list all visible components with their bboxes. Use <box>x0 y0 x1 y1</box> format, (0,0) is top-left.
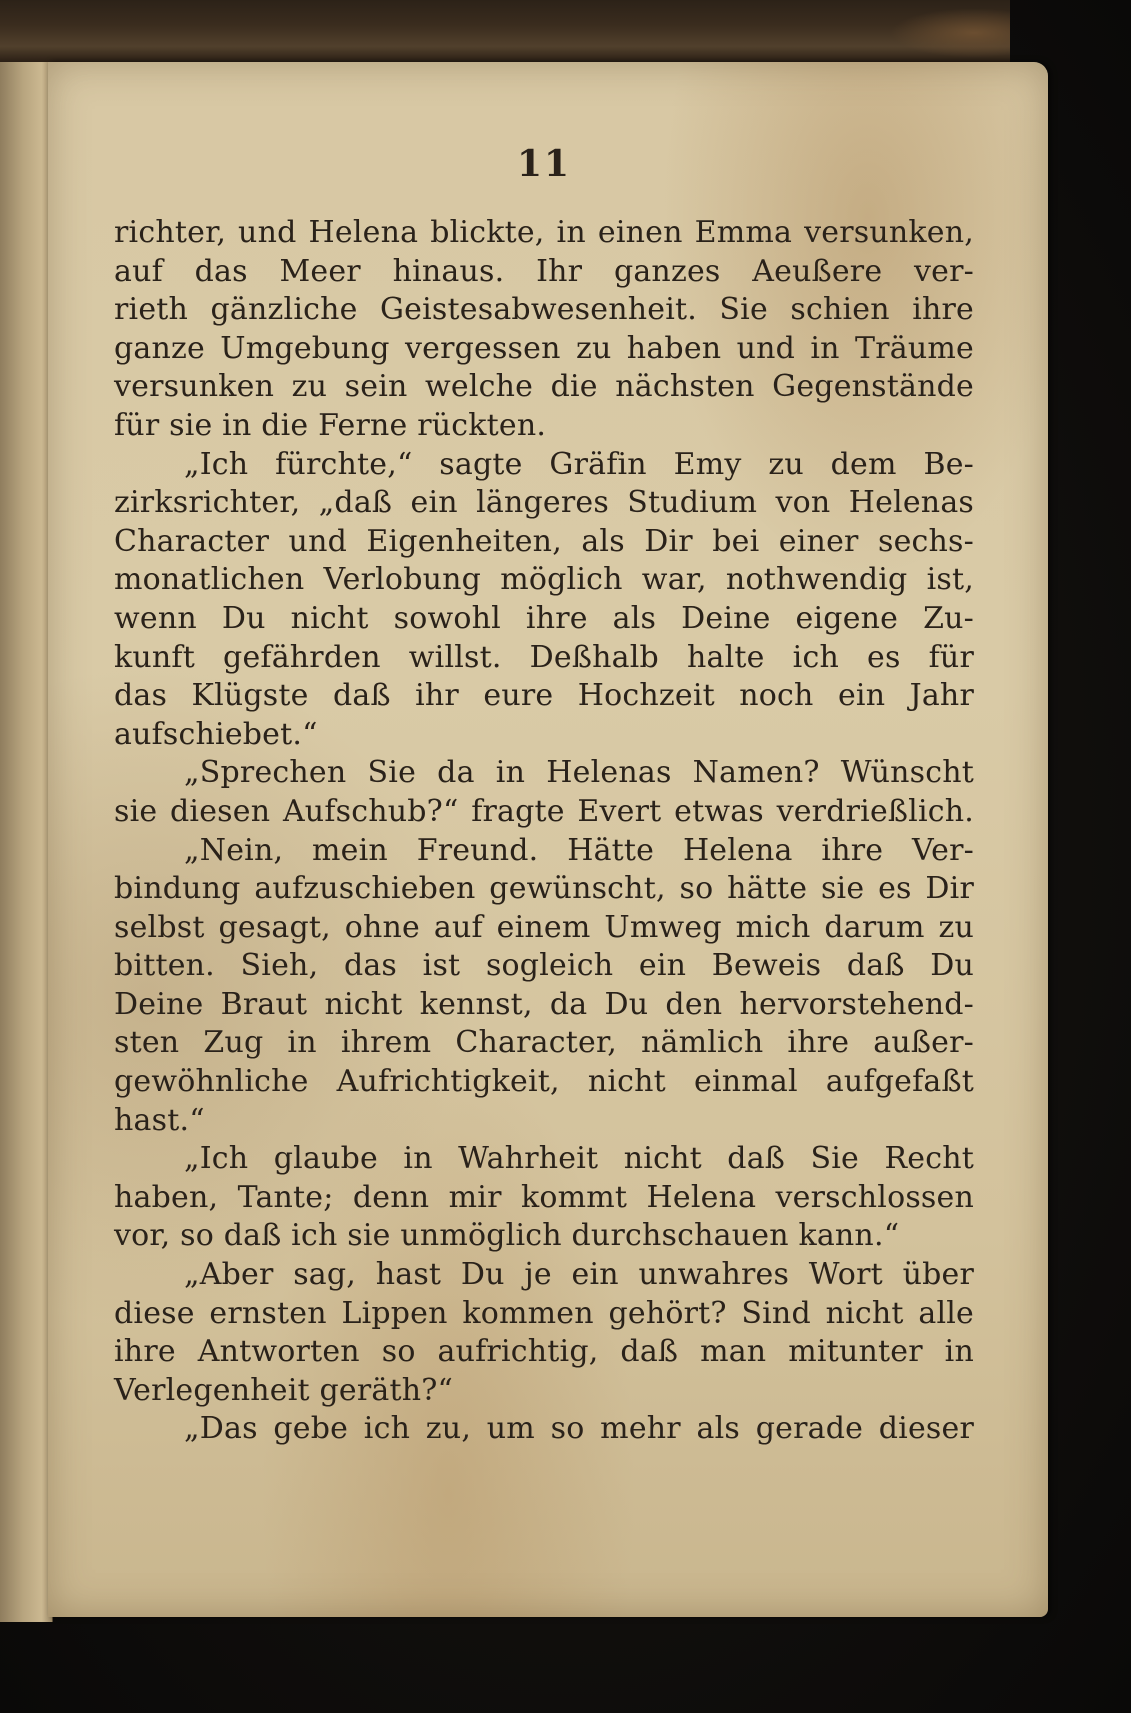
text-line: ihre Antworten so aufrichtig, daß man mitunter in <box>114 1334 974 1370</box>
text-line: Character und Eigenheiten, als Dir bei einer sechs- <box>114 523 974 559</box>
text-line: „Ich fürchte,“ sagte Gräfin Emy zu dem Be- <box>184 446 974 482</box>
text-line: bitten. Sieh, das ist sogleich ein Beweis daß Du <box>114 948 974 984</box>
text-line: „Nein, mein Freund. Hätte Helena ihre Ver- <box>184 832 974 868</box>
text-line: haben, Tante; denn mir kommt Helena verschlossen <box>114 1179 974 1215</box>
text-line: sie diesen Aufschub?“ fragte Evert etwas verdrießlich. <box>114 793 974 829</box>
text-line: Verlegenheit geräth?“ <box>114 1372 454 1408</box>
page-text-block <box>114 142 974 1449</box>
text-line: zirksrichter, „daß ein längeres Studium von Helenas <box>114 485 974 521</box>
text-line: „Das gebe ich zu, um so mehr als gerade dieser <box>184 1411 974 1447</box>
text-line: hast.“ <box>114 1102 205 1138</box>
text-line: richter, und Helena blickte, in einen Emma versunken, <box>114 215 974 250</box>
text-line: kunft gefährden willst. Deßhalb halte ich es für <box>114 639 974 675</box>
text-line: „Ich glaube in Wahrheit nicht daß Sie Recht <box>184 1141 974 1177</box>
book-spine <box>0 0 1010 64</box>
text-line: selbst gesagt, ohne auf einem Umweg mich darum zu <box>114 909 974 945</box>
text-line: sten Zug in ihrem Character, nämlich ihre außer- <box>114 1025 974 1061</box>
text-line: aufschiebet.“ <box>114 716 318 752</box>
text-line: „Aber sag, hast Du je ein unwahres Wort über <box>184 1257 974 1293</box>
text-line: für sie in die Ferne rückten. <box>114 407 547 443</box>
text-line: wenn Du nicht sowohl ihre als Deine eigene Zu- <box>114 600 974 636</box>
text-line: diese ernsten Lippen kommen gehört? Sind nicht alle <box>114 1295 974 1331</box>
text-line: „Sprechen Sie da in Helenas Namen? Wünscht <box>184 755 974 791</box>
text-line: auf das Meer hinaus. Ihr ganzes Aeußere ver- <box>114 253 974 289</box>
book-page <box>48 62 1048 1617</box>
text-line: gewöhnliche Aufrichtigkeit, nicht einmal aufgefaßt <box>114 1064 974 1100</box>
text-line: bindung aufzuschieben gewünscht, so hätte sie es Dir <box>114 871 974 907</box>
text-line: das Klügste daß ihr eure Hochzeit noch ein Jahr <box>114 678 974 714</box>
text-line: vor, so daß ich sie unmöglich durchschauen kann.“ <box>114 1218 900 1254</box>
text-lines <box>114 214 974 1449</box>
text-line: monatlichen Verlobung möglich war, nothwendig ist, <box>114 562 974 598</box>
left-page-edge <box>0 62 53 1622</box>
text-line: Deine Braut nicht kennst, da Du den hervorstehend- <box>114 986 974 1022</box>
page-number: 11 <box>516 143 572 185</box>
text-line: versunken zu sein welche die nächsten Gegenstände <box>114 369 974 405</box>
text-line: rieth gänzliche Geistesabwesenheit. Sie schien ihre <box>114 292 974 328</box>
text-line: ganze Umgebung vergessen zu haben und in Träume <box>114 330 974 366</box>
